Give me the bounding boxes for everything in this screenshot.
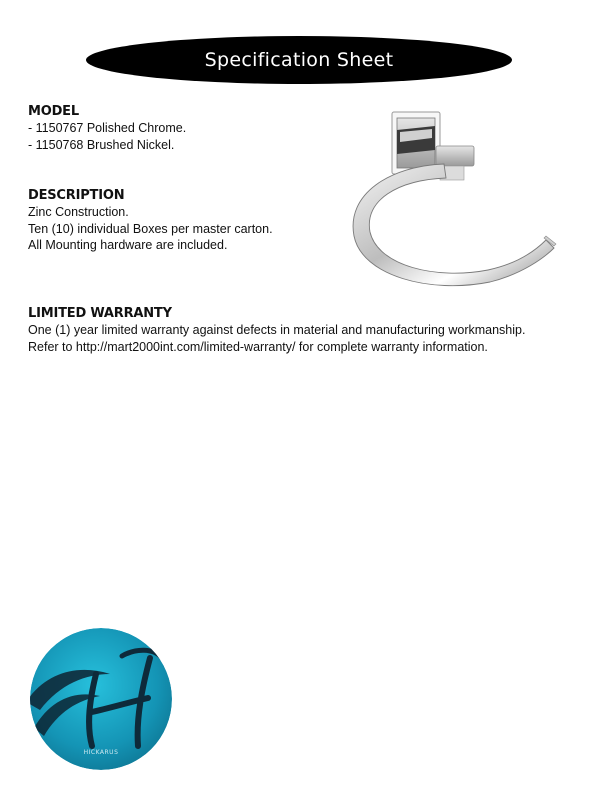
towel-ring-product-image bbox=[340, 108, 562, 304]
description-line: All Mounting hardware are included. bbox=[28, 238, 228, 252]
model-section bbox=[28, 103, 186, 153]
warranty-line: One (1) year limited warranty against defects in material and manufacturing workmanship. bbox=[28, 323, 526, 337]
warranty-heading: LIMITED WARRANTY bbox=[28, 306, 172, 321]
description-section bbox=[28, 187, 273, 254]
header-banner bbox=[86, 36, 512, 84]
logo-wordmark: HICKARUS bbox=[83, 749, 119, 756]
page-title: Specification Sheet bbox=[204, 49, 394, 71]
model-line: - 1150768 Brushed Nickel. bbox=[28, 137, 175, 152]
model-line: - 1150767 Polished Chrome. bbox=[28, 121, 187, 135]
description-line: Zinc Construction. bbox=[28, 205, 129, 219]
model-heading: MODEL bbox=[28, 104, 79, 119]
description-line: Ten (10) individual Boxes per master carton. bbox=[28, 221, 273, 236]
warranty-line: Refer to http://mart2000int.com/limited-warranty/ for complete warranty information. bbox=[28, 339, 488, 354]
hickarus-logo bbox=[30, 628, 172, 770]
warranty-section bbox=[28, 305, 525, 355]
description-heading: DESCRIPTION bbox=[28, 188, 125, 203]
